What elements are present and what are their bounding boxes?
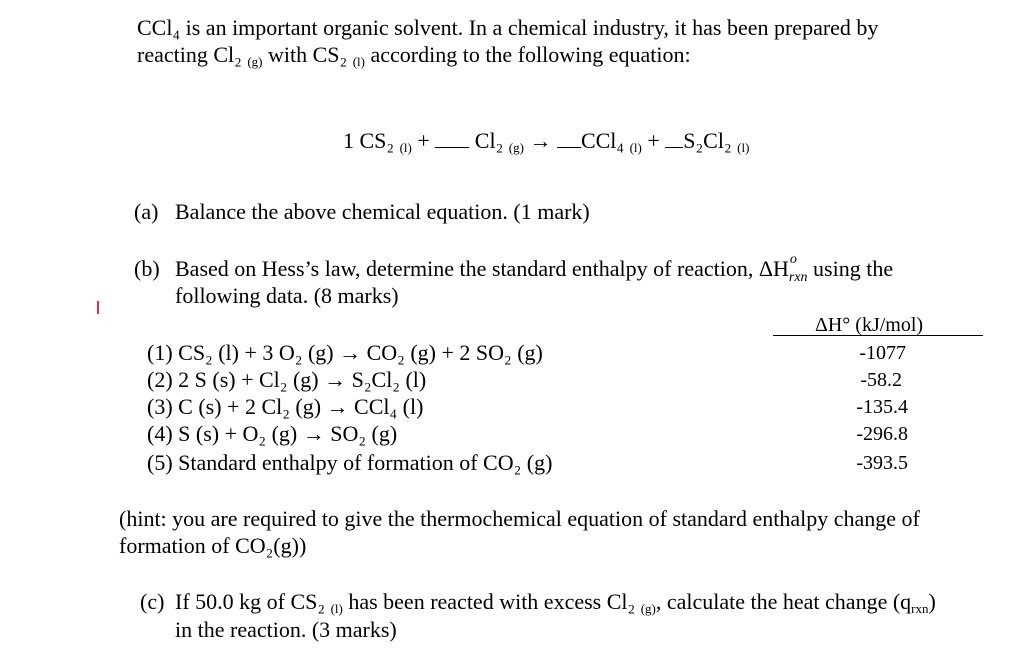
part-b-line-1: [175, 252, 894, 286]
data-row-3-value: -135.4: [856, 396, 908, 418]
intro-line-2: [137, 42, 691, 71]
eq-state-2: (g): [508, 140, 524, 155]
intro-text-a: reacting Cl₂: [137, 42, 242, 67]
part-a-text: Balance the above chemical equation. (1 mark): [175, 199, 590, 224]
data-row-2-equation: (2) 2 S (s) + Cl₂ (g) → S₂Cl₂ (l): [147, 367, 427, 392]
data-row-5-value: -393.5: [856, 452, 908, 474]
part-c-line-1: [175, 589, 936, 618]
coefficient-blank-s2cl2[interactable]: [665, 129, 683, 148]
eq-plus-1: +: [411, 128, 436, 153]
part-c-qrxn-subscript: rxn: [911, 601, 929, 616]
hint-line-2: formation of CO₂(g)): [119, 533, 307, 558]
state-gas: (g): [247, 54, 263, 69]
data-row-3-equation: (3) C (s) + 2 Cl₂ (g) → CCl₄ (l): [147, 394, 424, 419]
data-row-2-value: -58.2: [860, 369, 902, 391]
enthalpy-header: ΔH° (kJ/mol): [815, 314, 924, 336]
intro-text-c: according to the following equation:: [364, 42, 691, 67]
part-a-label: (a): [134, 199, 159, 224]
part-c-text-b: has been reacted with excess Cl₂: [342, 589, 636, 614]
eq-ccl4: CCl₄: [580, 128, 625, 153]
data-row-4-value: -296.8: [856, 423, 908, 445]
part-c-label: (c): [140, 589, 165, 614]
part-b-line-2: following data. (8 marks): [175, 283, 399, 308]
eq-cs2: 1 CS₂: [343, 128, 395, 153]
eq-s2cl2: S₂Cl₂: [683, 128, 732, 153]
data-row-4-equation: (4) S (s) + O₂ (g) → SO₂ (g): [147, 421, 398, 446]
delta-h-subscript: rxn: [788, 270, 808, 285]
text-cursor: [97, 301, 99, 314]
hint-line-1: (hint: you are required to give the thermochemical equation of standard enthalpy change of: [119, 506, 920, 531]
eq-cl2: Cl₂: [474, 128, 504, 153]
part-b-text-b: using the: [807, 256, 894, 281]
state-liquid: (l): [352, 54, 365, 69]
coefficient-blank-cl2[interactable]: [435, 129, 469, 148]
part-c-text-d: ): [928, 589, 936, 614]
intro-text-b: with CS₂: [262, 42, 348, 67]
header-rule: [773, 335, 983, 336]
eq-plus-2: +: [641, 128, 666, 153]
eq-state-4: (l): [737, 140, 750, 155]
coefficient-blank-ccl4[interactable]: [557, 129, 581, 148]
part-b-label: (b): [134, 256, 160, 281]
delta-h-superscript: o: [789, 252, 797, 267]
intro-line-1: CCl₄ is an important organic solvent. In a chemical industry, it has been prepared by: [137, 15, 879, 40]
part-b-text-a: Based on Hess’s law, determine the standard enthalpy of reaction, ΔH: [175, 256, 789, 281]
part-c-text-c: , calculate the heat change (q: [655, 589, 912, 614]
part-c-state-2: (g): [640, 601, 656, 616]
data-row-5-equation: (5) Standard enthalpy of formation of CO₂ (g): [147, 450, 553, 475]
data-row-1-equation: (1) CS₂ (l) + 3 O₂ (g) → CO₂ (g) + 2 SO₂ (g): [147, 340, 543, 365]
eq-state-1: (l): [399, 140, 412, 155]
eq-state-3: (l): [629, 140, 642, 155]
eq-arrow: →: [523, 128, 557, 153]
part-c-line-2: in the reaction. (3 marks): [175, 617, 397, 642]
part-c-text-a: If 50.0 kg of CS₂: [175, 589, 326, 614]
unbalanced-equation: [343, 128, 749, 157]
part-c-state-1: (l): [330, 601, 343, 616]
data-row-1-value: -1077: [859, 342, 906, 364]
